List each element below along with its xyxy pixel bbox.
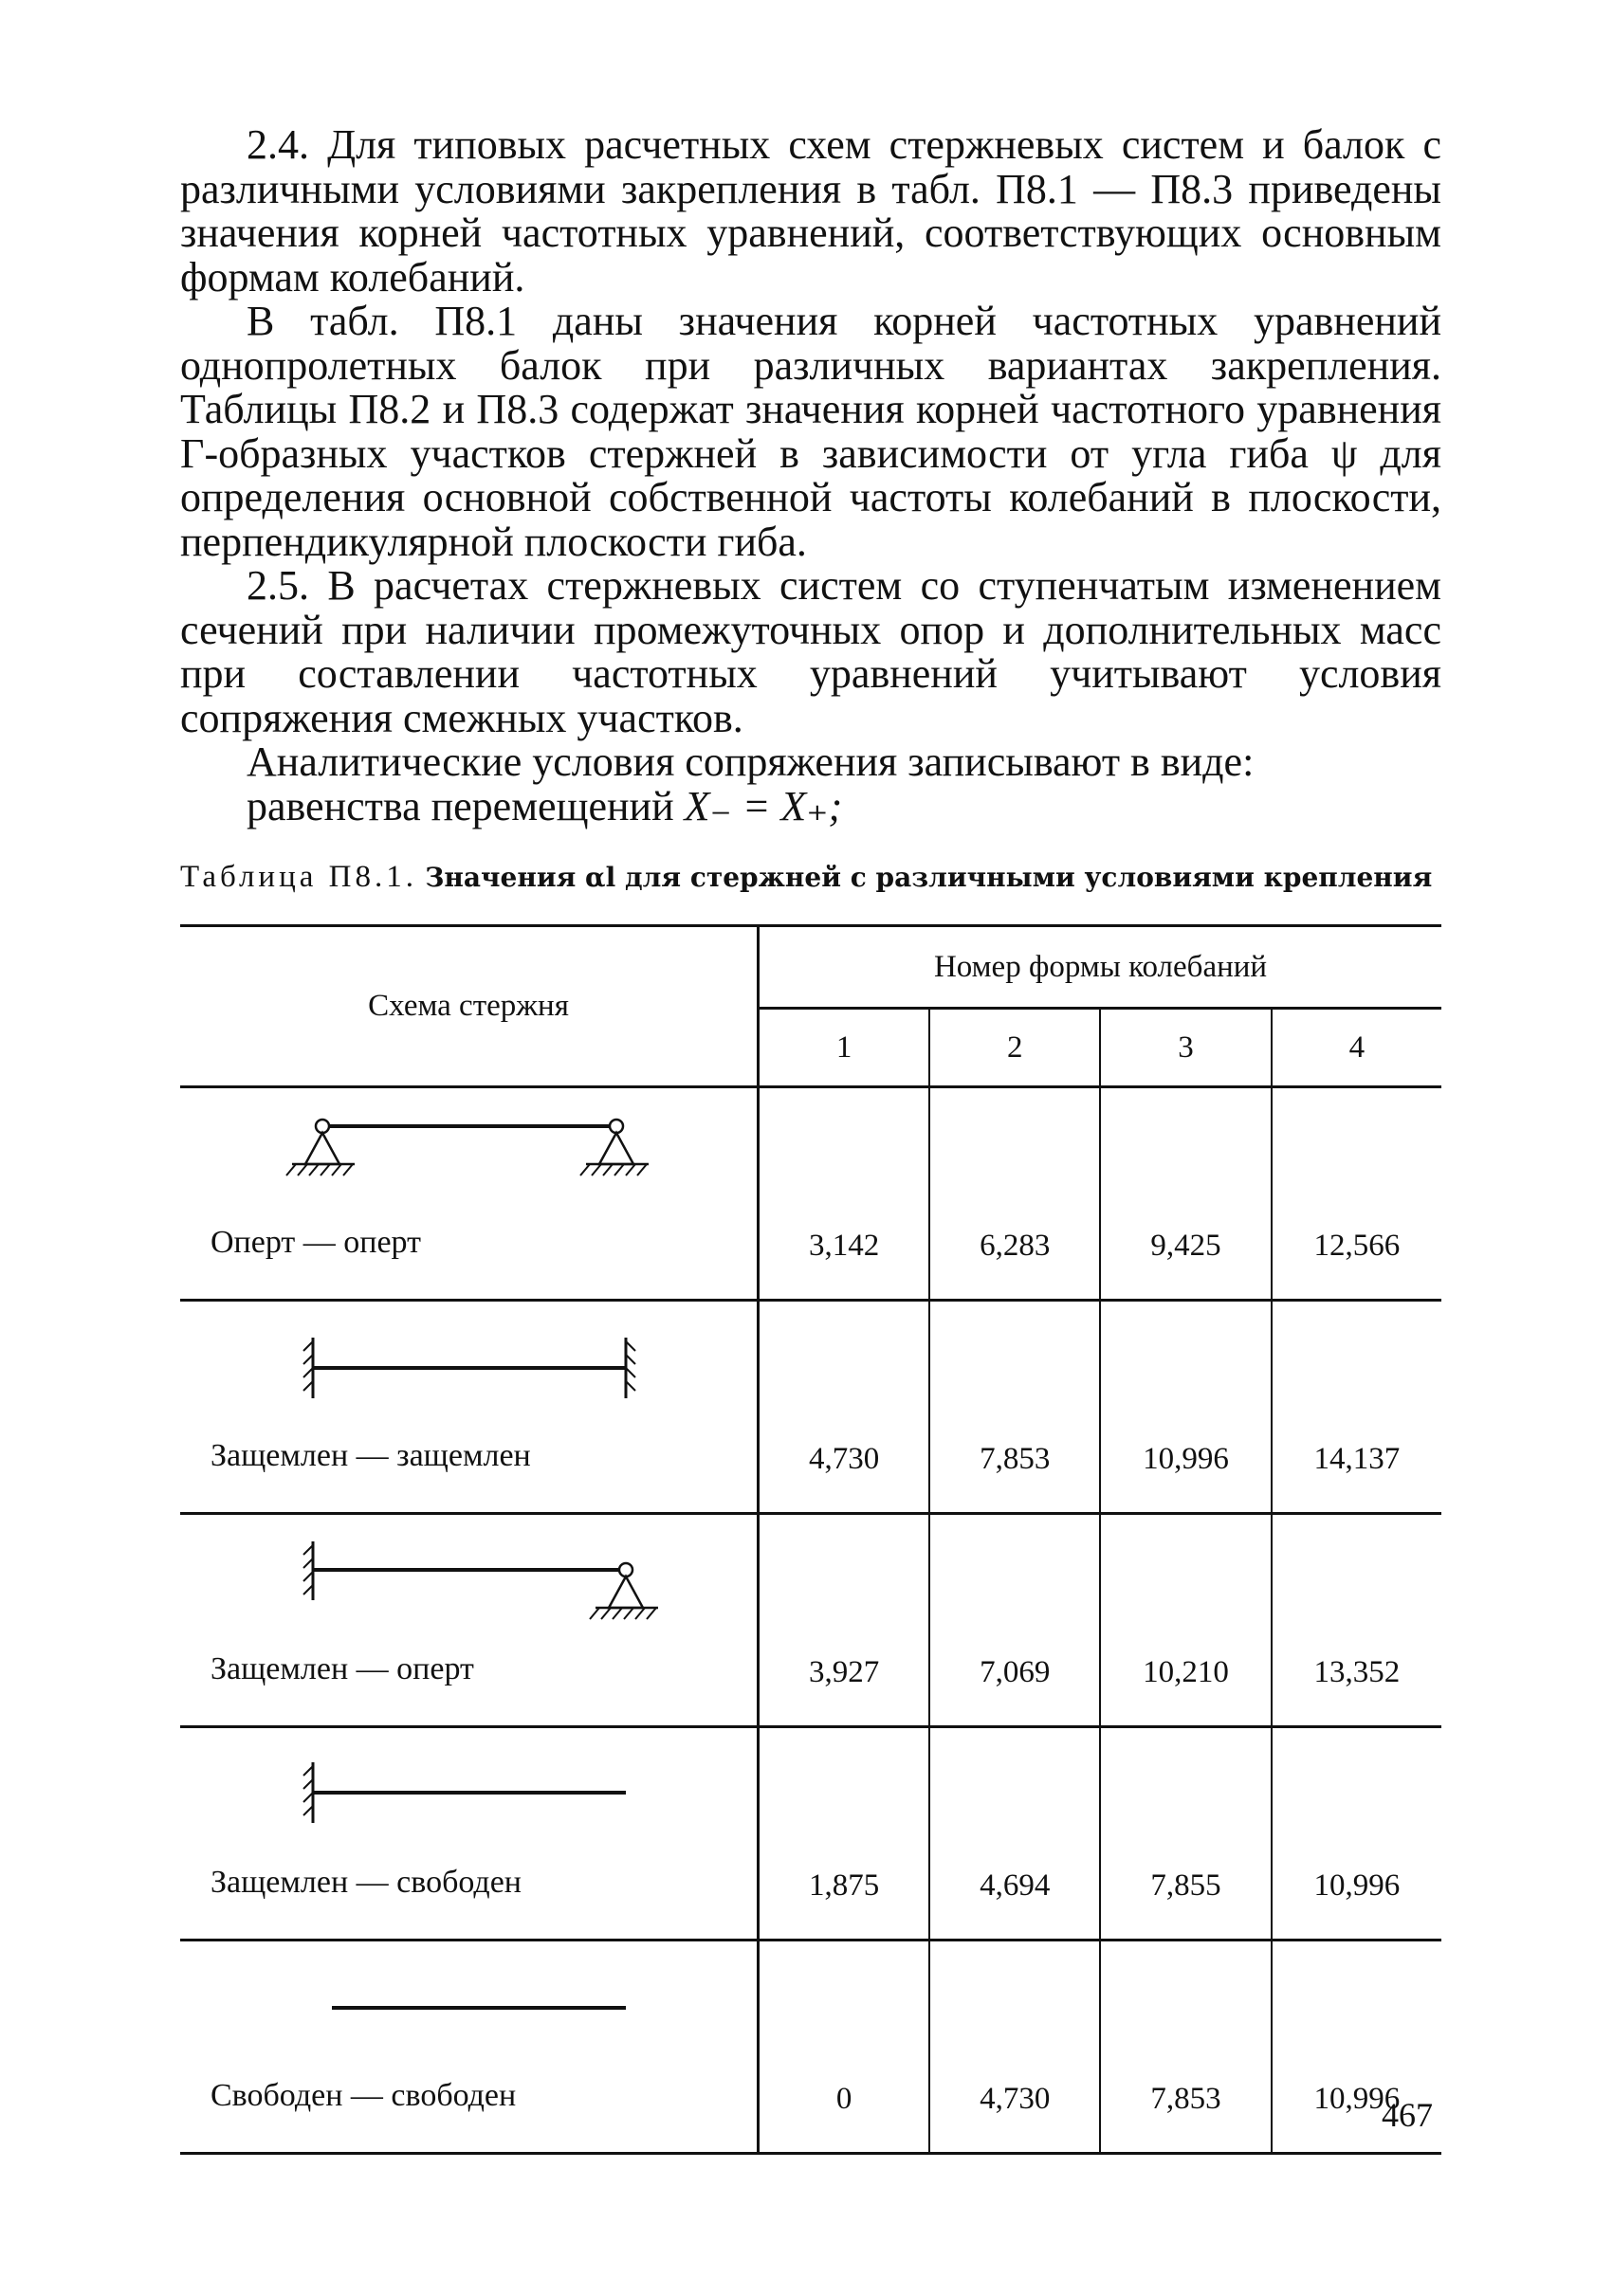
value-cell: 3,142 [759,1087,930,1301]
value-cell: 4,730 [759,1301,930,1514]
scheme-cell [180,1301,759,1514]
scheme-label: Защемлен — оперт [211,1651,474,1686]
value-cell: 4,730 [929,1941,1100,2154]
header-mode-2: 2 [929,1009,1100,1087]
page-number: 467 [1382,2096,1433,2134]
value-cell: 10,996 [1272,1727,1441,1941]
value-cell: 9,425 [1100,1087,1271,1301]
values-table [180,924,1441,2155]
pinned-pinned-diagram [275,1107,711,1212]
table-caption [180,858,1441,897]
body-text [180,123,1441,829]
value-cell: 7,853 [1100,1941,1271,2154]
paragraph-displacement-equality [180,782,1441,829]
scheme-cell [180,1087,759,1301]
value-cell: 7,853 [929,1301,1100,1514]
table-row [180,1087,1441,1301]
value-cell: 13,352 [1272,1514,1441,1727]
fixed-pinned-diagram [275,1534,711,1638]
scheme-label: Свободен — свободен [211,2078,517,2113]
header-mode-1: 1 [759,1009,930,1087]
displacement-text: равенства перемещений [247,782,674,829]
scheme-label: Оперт — оперт [211,1225,421,1260]
header-mode-4: 4 [1272,1009,1441,1087]
value-cell: 10,210 [1100,1514,1271,1727]
table-caption-title: Значения αl для стержней с различными условиями крепления [425,862,1433,893]
value-cell: 14,137 [1272,1301,1441,1514]
value-cell: 7,855 [1100,1727,1271,1941]
fixed-free-diagram [275,1747,711,1851]
value-cell: 12,566 [1272,1087,1441,1301]
table-header-row [180,926,1441,1009]
paragraph-2-4: 2.4. Для типовых расчетных схем стержневых систем и балок с различными условиями закрепления в табл. П8.1 — П8.3 приведены значения корней частотных уравнений, соответствующих основным формам колебаний. [180,121,1441,301]
scheme-cell [180,1941,759,2154]
scheme-label: Защемлен — защемлен [211,1438,531,1473]
value-cell: 10,996 [1272,1941,1441,2154]
header-mode-number: Номер формы колебаний [759,926,1441,1009]
paragraph-2-5: 2.5. В расчетах стержневых систем со ступенчатым изменением сечений при наличии промежуточных опор и дополнительных масс при составлении частотных уравнений учитывают условия сопряжения смежных участков. [180,562,1441,741]
value-cell: 10,996 [1100,1301,1271,1514]
value-cell: 0 [759,1941,930,2154]
paragraph-table-intro: В табл. П8.1 даны значения корней частотных уравнений однопролетных балок при различных вариантах закрепления. Таблицы П8.2 и П8.3 содержат значения корней частотного уравнения Г-образных участков стержней в зависимости от угла гиба ψ для определения основной собственной частоты колебаний в плоскости, перпендикулярной плоскости гиба. [180,298,1441,565]
scheme-label: Защемлен — свободен [211,1865,522,1900]
table-row [180,1514,1441,1727]
scheme-cell [180,1727,759,1941]
table-caption-label: Таблица П8.1. [180,860,417,894]
table-row [180,1727,1441,1941]
value-cell: 7,069 [929,1514,1100,1727]
free-free-diagram [275,1960,711,2065]
table-row [180,1301,1441,1514]
header-scheme: Схема стержня [180,926,759,1087]
value-cell: 3,927 [759,1514,930,1727]
scheme-cell [180,1514,759,1727]
table-row [180,1941,1441,2154]
header-mode-3: 3 [1100,1009,1271,1087]
value-cell: 4,694 [929,1727,1100,1941]
value-cell: 6,283 [929,1087,1100,1301]
value-cell: 1,875 [759,1727,930,1941]
fixed-fixed-diagram [275,1321,711,1425]
displacement-equation: X₋ = X₊; [684,782,843,829]
paragraph-analytic-conditions: Аналитические условия сопряжения записывают в виде: [247,738,1255,785]
